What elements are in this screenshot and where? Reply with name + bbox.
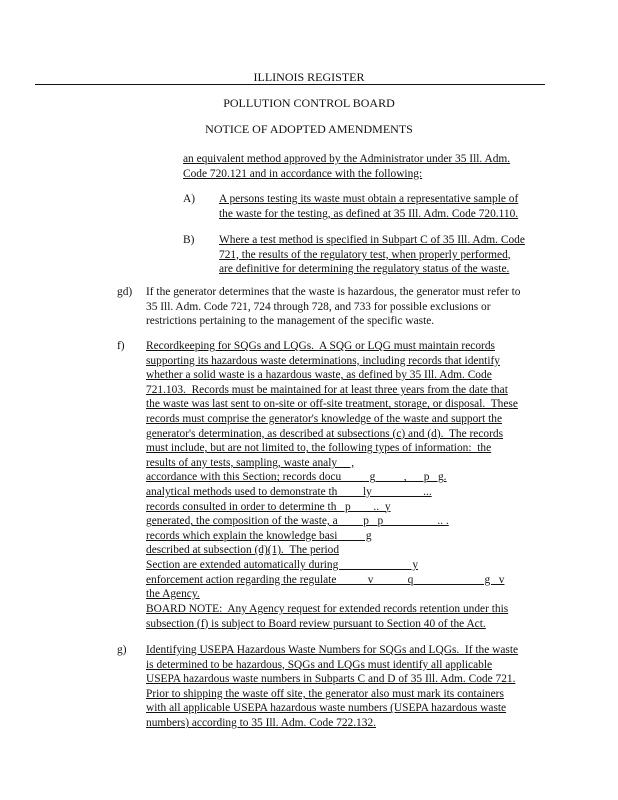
text-line: are definitive for determining the regulatory status of the waste.: [219, 263, 510, 276]
text-line: restrictions pertaining to the management of the specific waste.: [146, 315, 435, 328]
item-a-text: [219, 192, 518, 221]
text-line: Recordkeeping for SQGs and LQGs. A SQG or LQG must maintain records: [146, 340, 495, 352]
text-line: with all applicable USEPA hazardous waste numbers (USEPA hazardous waste: [146, 702, 507, 715]
register-title: ILLINOIS REGISTER: [253, 70, 365, 84]
header-rule: [35, 84, 545, 85]
text-line: accordance with this Section; records docu g , p g.: [146, 471, 447, 484]
text-line: 35 Ill. Adm. Code 721, 724 through 728, and 733 for possible exclusions or: [146, 300, 491, 313]
section-f-label: f): [117, 340, 125, 352]
text-line: numbers) according to 35 Ill. Adm. Code 722.132.: [146, 716, 376, 729]
item-a-label: A): [183, 193, 196, 205]
section-g-text: [146, 643, 518, 731]
text-line: the waste for the testing, as defined at 35 Ill. Adm. Code 720.110.: [219, 207, 519, 220]
text-line: enforcement action regarding the regulate v q g v: [146, 573, 505, 586]
text-line: 721, the results of the regulatory test, when properly performed,: [219, 248, 511, 261]
text-line: subsection (f) is subject to Board review pursuant to Section 40 of the Act.: [146, 617, 486, 630]
text-line: described at subsection (d)(1). The period: [146, 544, 340, 557]
item-b-label: B): [183, 234, 195, 246]
notice-title: NOTICE OF ADOPTED AMENDMENTS: [205, 122, 413, 136]
section-g-label: g): [117, 644, 127, 656]
text-line: Section are extended automatically during y: [146, 558, 419, 571]
section-gd-text: [146, 285, 520, 329]
text-line: Prior to shipping the waste off site, the generator also must mark its containers: [146, 687, 504, 700]
text-line: records consulted in order to determine th p .. y: [146, 500, 391, 513]
text-line: A persons testing its waste must obtain a representative sample of: [219, 193, 519, 205]
text-line: Code 720.121 and in accordance with the following:: [183, 167, 423, 180]
text-line: records must comprise the generator's knowledge of the waste and support the: [146, 412, 503, 425]
text-line: the waste was last sent to on-site or off-site treatment, storage, or disposal. These: [146, 398, 518, 411]
text-line: must include, but are not limited to, the following types of information: the: [146, 442, 492, 455]
text-line: whether a solid waste is a hazardous waste, as defined by 35 Ill. Adm. Code: [146, 369, 492, 382]
text-line: Where a test method is specified in Subpart C of 35 Ill. Adm. Code: [219, 234, 525, 246]
text-line: results of any tests, sampling, waste analy ,: [146, 456, 355, 469]
section-gd-label: gd): [117, 286, 133, 298]
item-b-text: [219, 233, 525, 277]
text-line: supporting its hazardous waste determinations, including records that identify: [146, 354, 500, 367]
intro-paragraph: [183, 152, 510, 181]
text-line: an equivalent method approved by the Administrator under 35 Ill. Adm.: [183, 153, 511, 165]
text-line: generated, the composition of the waste, a p p .. .: [146, 515, 449, 528]
board-note: [146, 602, 508, 631]
board-title: POLLUTION CONTROL BOARD: [223, 96, 395, 110]
text-line: If the generator determines that the waste is hazardous, the generator must refer to: [146, 286, 521, 298]
text-line: generator's determination, as described at subsections (c) and (d). The records: [146, 427, 504, 440]
text-line: analytical methods used to demonstrate th ly ...: [146, 485, 432, 498]
text-line: records which explain the knowledge basi g: [146, 529, 372, 542]
text-line: Identifying USEPA Hazardous Waste Numbers for SQGs and LQGs. If the waste: [146, 644, 519, 656]
text-line: is determined to be hazardous, SQGs and LQGs must identify all applicable: [146, 658, 493, 671]
text-line: the Agency.: [146, 588, 200, 601]
text-line: BOARD NOTE: Any Agency request for extended records retention under this: [146, 603, 509, 615]
text-line: USEPA hazardous waste numbers in Subparts C and D of 35 Ill. Adm. Code 721.: [146, 673, 516, 686]
section-f-text: [146, 339, 518, 602]
text-line: 721.103. Records must be maintained for at least three years from the date that: [146, 383, 508, 396]
